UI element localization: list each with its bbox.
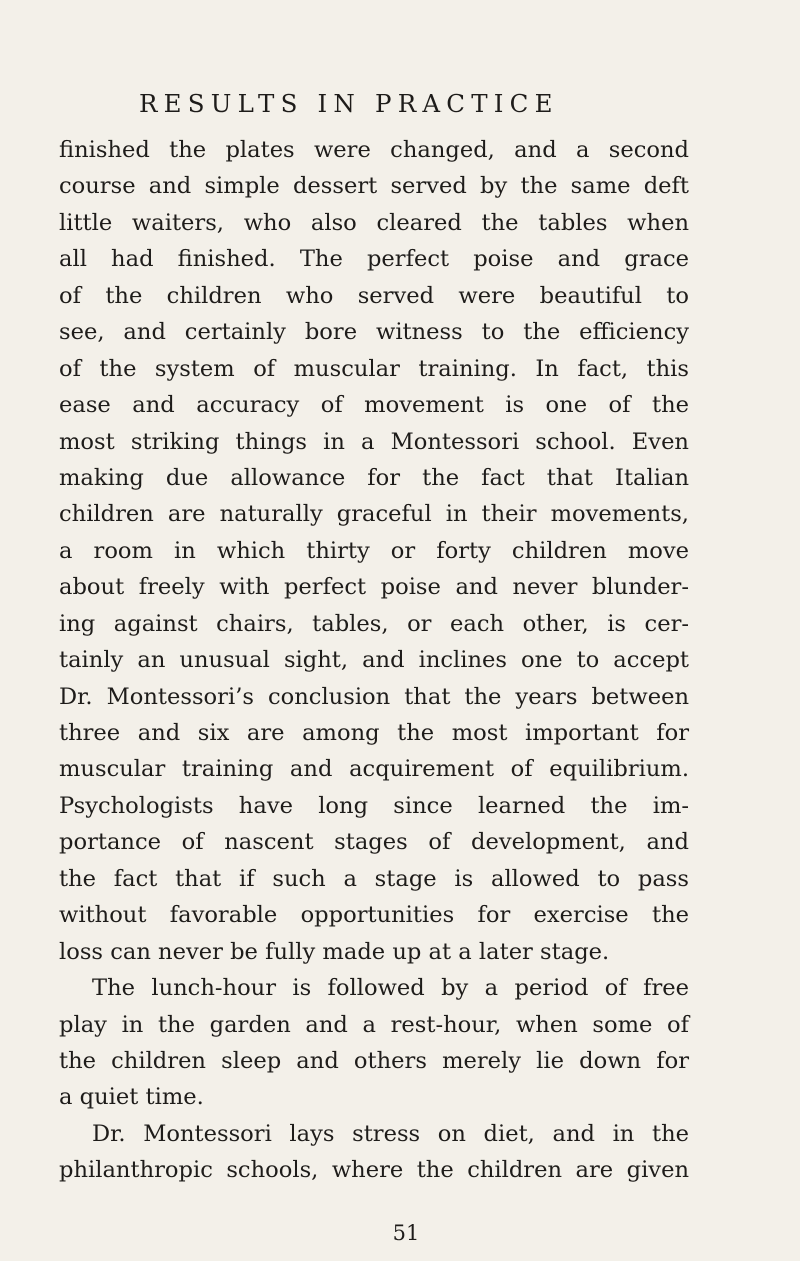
text-line: Dr. Montessori’s conclusion that the years between <box>59 683 689 710</box>
text-line: play in the garden and a rest-hour, when some of <box>59 1011 689 1038</box>
text-line: without favorable opportunities for exercise the <box>59 902 689 929</box>
text-line: philanthropic schools, where the children are given <box>59 1157 689 1184</box>
text-line: little waiters, who also cleared the tables when <box>59 209 689 236</box>
text-line: ing against chairs, tables, or each other, is cer- <box>59 610 689 637</box>
text-line: making due allowance for the fact that Italian <box>59 464 689 491</box>
text-line: course and simple dessert served by the same deft <box>59 173 689 200</box>
text-line: Dr. Montessori lays stress on diet, and in the <box>92 1120 689 1147</box>
text-line: about freely with perfect poise and never blunder- <box>59 574 689 601</box>
running-head: RESULTS IN PRACTICE <box>139 89 559 118</box>
text-line: see, and certainly bore witness to the efficiency <box>59 319 689 346</box>
text-line: the children sleep and others merely lie down for <box>59 1047 689 1074</box>
body-text <box>59 132 689 1189</box>
text-line: tainly an unusual sight, and inclines one to accept <box>59 647 689 674</box>
text-line: of the children who served were beautiful to <box>59 282 689 309</box>
page-number: 51 <box>392 1221 420 1245</box>
text-line: loss can never be fully made up at a later stage. <box>59 938 610 965</box>
text-line: three and six are among the most important for <box>59 720 689 746</box>
text-line: The lunch-hour is followed by a period of free <box>92 975 689 1002</box>
text-line: of the system of muscular training. In fact, this <box>59 355 689 382</box>
text-line: all had finished. The perfect poise and grace <box>59 246 689 273</box>
text-line: portance of nascent stages of development, and <box>59 829 689 856</box>
text-line: finished the plates were changed, and a second <box>59 137 689 163</box>
text-line: Psychologists have long since learned the im- <box>59 792 689 819</box>
text-line: ease and accuracy of movement is one of the <box>59 392 689 419</box>
text-line: a room in which thirty or forty children move <box>59 537 689 564</box>
text-line: most striking things in a Montessori school. Even <box>59 428 689 455</box>
text-line: children are naturally graceful in their movements, <box>59 501 689 528</box>
text-line: the fact that if such a stage is allowed to pass <box>59 865 689 892</box>
text-line: a quiet time. <box>59 1084 204 1111</box>
text-line: muscular training and acquirement of equilibrium. <box>59 756 689 783</box>
